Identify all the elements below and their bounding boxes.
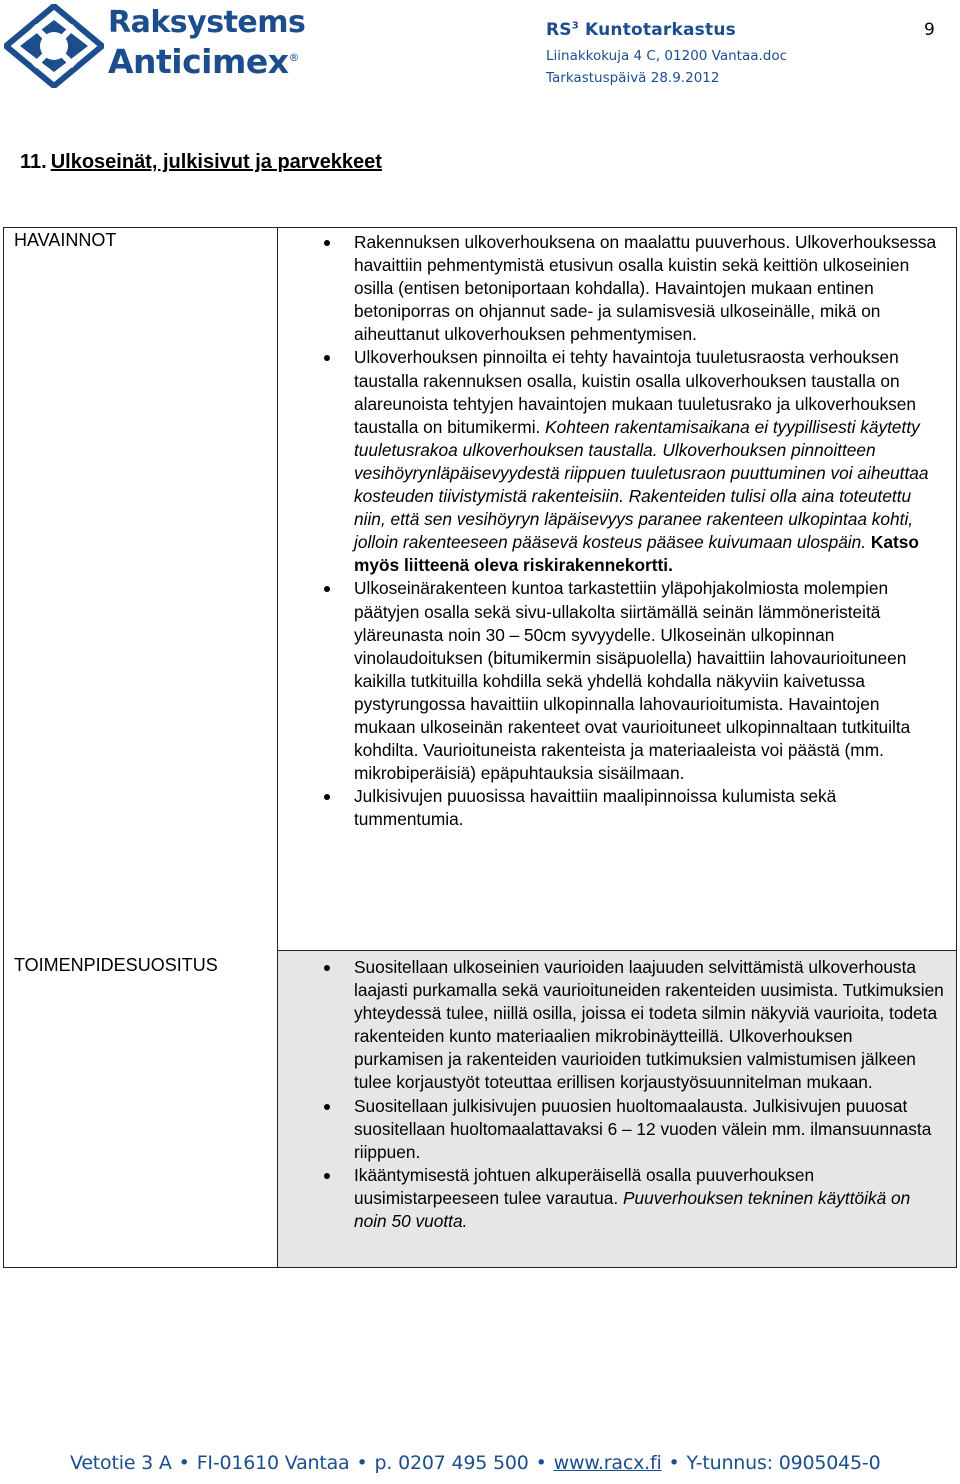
- footer-business-id: Y-tunnus: 0905045-0: [686, 1452, 881, 1474]
- logo-registered-mark: ®: [288, 51, 300, 64]
- logo-line-raksystems: Raksystems: [108, 5, 306, 40]
- recommendations-label: TOIMENPIDESUOSITUS: [14, 955, 218, 975]
- observation-text: Rakennuksen ulkoverhouksena on maalattu puuverhous. Ulkoverhouksessa havaittiin pehmentymistä etusivun osalla kuistin sekä keittiön ulkoseinien osilla (entisen betoniportaan kohdalla). Havaintojen mukaan entinen betoniporras on ohjannut sade- ja sulamisvesiä ulkoseinälle, mikä on aiheuttanut ulkoverhouksen pehmentymisen.: [354, 232, 937, 345]
- footer-separator: •: [178, 1452, 190, 1474]
- inspection-date: Tarkastuspäivä 28.9.2012: [546, 70, 720, 86]
- footer-address: Vetotie 3 A: [70, 1452, 172, 1474]
- page-footer: [70, 1452, 880, 1474]
- title-rs: RS: [546, 20, 572, 40]
- recommendation-italic-text: Puuverhouksen tekninen käyttöikä on noin 50 vuotta.: [354, 1187, 911, 1232]
- observations-list: [324, 231, 944, 831]
- list-item: [324, 956, 944, 1095]
- observations-label: HAVAINNOT: [14, 230, 117, 250]
- section-number: 11.: [20, 151, 47, 173]
- logo-line-anticimex: [108, 42, 305, 81]
- document-title: [546, 20, 787, 40]
- footer-phone: p. 0207 495 500: [374, 1452, 529, 1474]
- section-heading: [20, 151, 382, 174]
- list-item: [324, 231, 944, 346]
- recommendation-text: Suositellaan ulkoseinien vaurioiden laajuuden selvittämistä ulkoverhousta laajasti purkamalla sekä vaurioituneiden rakenteiden uusimista. Tutkimuksien yhteydessä tulee, niillä osilla, joissa ei todeta silmin näkyviä vaurioita, todeta rakenteiden kunto materiaalien mikrobinäytteillä. Ulkoverhouksen purkamisen ja rakenteiden vaurioiden tutkimuksien valmistumisen jälkeen tulee korjaustyöt toteuttaa erillisen korjaustyösuunnitelman mukaan.: [354, 957, 944, 1093]
- section-title: Ulkoseinät, julkisivut ja parvekkeet: [50, 151, 382, 173]
- logo-wordmark: [108, 5, 306, 81]
- title-text: Kuntotarkastus: [578, 20, 736, 40]
- list-item: [324, 785, 944, 831]
- rs3-label: [546, 20, 579, 40]
- document-header: [546, 20, 787, 86]
- list-item: [324, 577, 944, 785]
- observation-text: Ulkoverhouksen pinnoilta ei tehty havaintoja tuuletusraosta verhouksen taustalla rakennuksen osalla, kuistin osalla ulkoverhouksen taustalla on alareunoista tehtyjen havaintojen mukaan tuuletusrako ja ulkoverhouksen taustalla on bitumikermi.: [354, 347, 917, 437]
- list-item: [324, 346, 944, 577]
- list-item: [324, 1095, 944, 1164]
- logo-anticimex-text: Anticimex: [108, 42, 289, 81]
- footer-separator: •: [356, 1452, 368, 1474]
- observation-italic-text: Kohteen rakentamisaikana ei tyypillisesti käytetty tuuletusrakoa ulkoverhouksen taustalla. Ulkoverhouksen pinnoitteen vesihöyrynläpäisevyydestä riippuen tuuletusraon puuttuminen voi aiheuttaa kosteuden tiivistymistä rakenteisiin. Rakenteiden tulisi olla aina toteutettu niin, että sen vesihöyryn läpäisevyys paranee rakenteen ulkopintaa kohti, jolloin rakenteeseen pääsevä kosteus pääsee kuivumaan ulospäin.: [354, 416, 929, 553]
- footer-postal: FI-01610 Vantaa: [196, 1452, 350, 1474]
- footer-website-link[interactable]: www.racx.fi: [553, 1452, 662, 1474]
- observation-text: Ulkoseinärakenteen kuntoa tarkastettiin yläpohjakolmiosta molempien päätyjen osalla sekä sivu-ullakolta siirtämällä seinän lämmöneristeitä yläreunasta noin 30 – 50cm syvyydelle. Ulkoseinän ulkopinnan vinolaudoituksen (bitumikermin sisäpuolella) havaittiin lahovaurioituneen kaikilla tutkituilla kohdilla sekä yhdellä kohdalla näkyviin kaivetussa pystyrungossa havaittiin ulkopinnalla lahovaurioitumista. Havaintojen mukaan ulkoseinän rakenteet ovat vaurioituneet ulkopinnaltaan tutkituilta kohdilta. Vaurioituneista rakenteista ja materiaaleista voi päästä (mm. mikrobiperäisiä) epäpuhtauksia sisäilmaan.: [354, 578, 911, 784]
- column-divider: [277, 228, 278, 1267]
- row-divider: [277, 950, 956, 951]
- recommendation-text: Suositellaan julkisivujen puuosien huoltomaalausta. Julkisivujen puuosat suositellaan huoltomaalattavaksi 6 – 12 vuoden välein mm. ilmansuunnasta riippuen.: [354, 1095, 932, 1162]
- raksystems-anticimex-logo-mark: [4, 4, 104, 88]
- footer-separator: •: [535, 1452, 547, 1474]
- findings-table: [3, 227, 957, 1268]
- footer-separator: •: [668, 1452, 680, 1474]
- title-superscript: 3: [571, 20, 579, 32]
- observation-text: Julkisivujen puuosissa havaittiin maalipinnoissa kulumista sekä tummentumia.: [354, 786, 837, 830]
- list-item: [324, 1164, 944, 1233]
- company-logo: [4, 4, 324, 88]
- page-number: 9: [924, 20, 935, 40]
- risk-card-reference: Katso myös liitteenä oleva riskirakennekortti.: [354, 532, 919, 576]
- recommendation-text: Ikääntymisestä johtuen alkuperäisellä osalla puuverhouksen uusimistarpeeseen tulee varautua.: [354, 1164, 815, 1208]
- recommendations-list: [324, 956, 944, 1233]
- document-filename: Liinakkokuja 4 C, 01200 Vantaa.doc: [546, 48, 788, 64]
